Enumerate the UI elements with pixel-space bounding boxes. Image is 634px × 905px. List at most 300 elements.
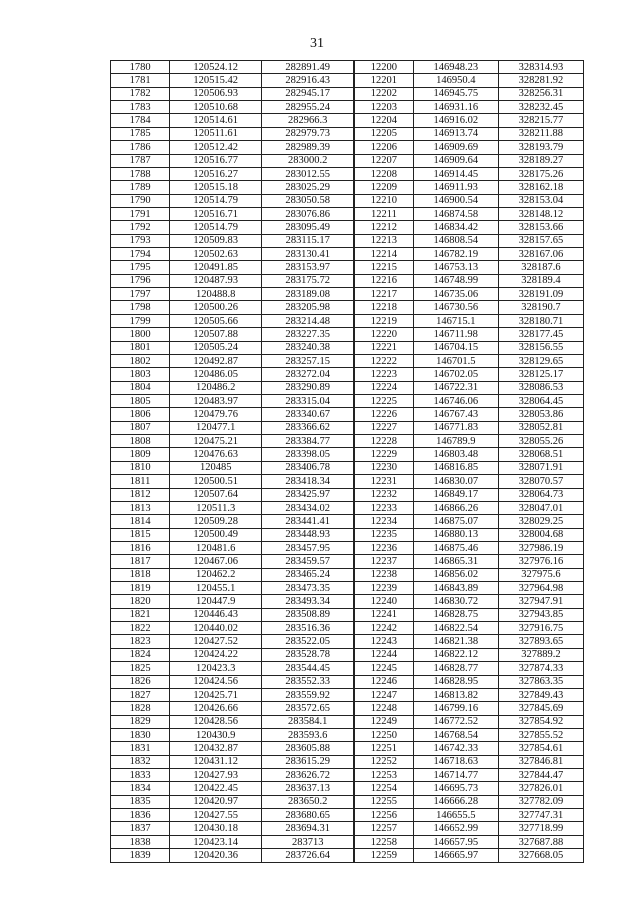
point-number-cell: 1832: [111, 755, 170, 768]
x-coordinate-cell: 146714.77: [413, 769, 498, 782]
table-row: [111, 167, 584, 180]
y-coordinate-cell: 328086.53: [498, 381, 583, 394]
table-row: [111, 742, 584, 755]
y-coordinate-cell: 283406.78: [262, 461, 354, 474]
point-number-cell: 12229: [354, 448, 413, 461]
table-row: [111, 728, 584, 741]
point-number-cell: 1810: [111, 461, 170, 474]
y-coordinate-cell: 283130.41: [262, 248, 354, 261]
x-coordinate-cell: 120492.87: [170, 354, 262, 367]
y-coordinate-cell: 283528.78: [262, 648, 354, 661]
x-coordinate-cell: 146822.12: [413, 648, 498, 661]
y-coordinate-cell: 283012.55: [262, 167, 354, 180]
point-number-cell: 12216: [354, 274, 413, 287]
point-number-cell: 1789: [111, 181, 170, 194]
x-coordinate-cell: 146874.58: [413, 207, 498, 220]
table-row: [111, 261, 584, 274]
y-coordinate-cell: 327916.75: [498, 622, 583, 635]
x-coordinate-cell: 120514.79: [170, 221, 262, 234]
x-coordinate-cell: 146950.4: [413, 74, 498, 87]
x-coordinate-cell: 120500.26: [170, 301, 262, 314]
point-number-cell: 12210: [354, 194, 413, 207]
point-number-cell: 12249: [354, 715, 413, 728]
point-number-cell: 12220: [354, 328, 413, 341]
x-coordinate-cell: 120481.6: [170, 541, 262, 554]
x-coordinate-cell: 146701.5: [413, 354, 498, 367]
table-row: [111, 114, 584, 127]
x-coordinate-cell: 146875.07: [413, 515, 498, 528]
x-coordinate-cell: 146856.02: [413, 568, 498, 581]
y-coordinate-cell: 327718.99: [498, 822, 583, 835]
y-coordinate-cell: 283694.31: [262, 822, 354, 835]
point-number-cell: 12234: [354, 515, 413, 528]
point-number-cell: 12256: [354, 809, 413, 822]
y-coordinate-cell: 283441.41: [262, 515, 354, 528]
point-number-cell: 12222: [354, 354, 413, 367]
x-coordinate-cell: 120477.1: [170, 421, 262, 434]
x-coordinate-cell: 146945.75: [413, 87, 498, 100]
x-coordinate-cell: 120427.93: [170, 769, 262, 782]
point-number-cell: 1798: [111, 301, 170, 314]
table-row: [111, 622, 584, 635]
y-coordinate-cell: 327975.6: [498, 568, 583, 581]
table-row: [111, 662, 584, 675]
point-number-cell: 12255: [354, 795, 413, 808]
x-coordinate-cell: 146900.54: [413, 194, 498, 207]
x-coordinate-cell: 120426.66: [170, 702, 262, 715]
point-number-cell: 1823: [111, 635, 170, 648]
x-coordinate-cell: 146821.38: [413, 635, 498, 648]
point-number-cell: 1806: [111, 408, 170, 421]
table-row: [111, 314, 584, 327]
x-coordinate-cell: 120427.52: [170, 635, 262, 648]
point-number-cell: 1801: [111, 341, 170, 354]
table-row: [111, 702, 584, 715]
y-coordinate-cell: 327986.19: [498, 541, 583, 554]
table-row: [111, 555, 584, 568]
x-coordinate-cell: 120500.49: [170, 528, 262, 541]
y-coordinate-cell: 283493.34: [262, 595, 354, 608]
x-coordinate-cell: 120430.9: [170, 728, 262, 741]
point-number-cell: 12257: [354, 822, 413, 835]
table-row: [111, 194, 584, 207]
point-number-cell: 12218: [354, 301, 413, 314]
x-coordinate-cell: 120483.97: [170, 394, 262, 407]
point-number-cell: 1837: [111, 822, 170, 835]
point-number-cell: 12224: [354, 381, 413, 394]
x-coordinate-cell: 146665.97: [413, 849, 498, 862]
x-coordinate-cell: 120486.05: [170, 368, 262, 381]
x-coordinate-cell: 120427.55: [170, 809, 262, 822]
point-number-cell: 1833: [111, 769, 170, 782]
x-coordinate-cell: 120424.56: [170, 675, 262, 688]
point-number-cell: 1782: [111, 87, 170, 100]
point-number-cell: 12242: [354, 622, 413, 635]
table-row: [111, 595, 584, 608]
x-coordinate-cell: 146914.45: [413, 167, 498, 180]
table-row: [111, 207, 584, 220]
x-coordinate-cell: 146909.69: [413, 141, 498, 154]
y-coordinate-cell: 327849.43: [498, 688, 583, 701]
table-row: [111, 488, 584, 501]
point-number-cell: 1834: [111, 782, 170, 795]
x-coordinate-cell: 120479.76: [170, 408, 262, 421]
table-row: [111, 715, 584, 728]
x-coordinate-cell: 120476.63: [170, 448, 262, 461]
y-coordinate-cell: 282916.43: [262, 74, 354, 87]
y-coordinate-cell: 328070.57: [498, 475, 583, 488]
y-coordinate-cell: 327845.69: [498, 702, 583, 715]
x-coordinate-cell: 120462.2: [170, 568, 262, 581]
y-coordinate-cell: 283572.65: [262, 702, 354, 715]
x-coordinate-cell: 146849.17: [413, 488, 498, 501]
x-coordinate-cell: 146742.33: [413, 742, 498, 755]
point-number-cell: 1824: [111, 648, 170, 661]
x-coordinate-cell: 146695.73: [413, 782, 498, 795]
point-number-cell: 1831: [111, 742, 170, 755]
point-number-cell: 12251: [354, 742, 413, 755]
point-number-cell: 1793: [111, 234, 170, 247]
x-coordinate-cell: 146830.07: [413, 475, 498, 488]
x-coordinate-cell: 146789.9: [413, 435, 498, 448]
point-number-cell: 12215: [354, 261, 413, 274]
x-coordinate-cell: 146911.93: [413, 181, 498, 194]
table-row: [111, 234, 584, 247]
y-coordinate-cell: 282989.39: [262, 141, 354, 154]
x-coordinate-cell: 146828.95: [413, 675, 498, 688]
point-number-cell: 12228: [354, 435, 413, 448]
point-number-cell: 1835: [111, 795, 170, 808]
y-coordinate-cell: 283516.36: [262, 622, 354, 635]
y-coordinate-cell: 283459.57: [262, 555, 354, 568]
x-coordinate-cell: 146753.13: [413, 261, 498, 274]
table-row: [111, 688, 584, 701]
y-coordinate-cell: 283457.95: [262, 541, 354, 554]
table-row: [111, 435, 584, 448]
x-coordinate-cell: 146799.16: [413, 702, 498, 715]
y-coordinate-cell: 327947.91: [498, 595, 583, 608]
point-number-cell: 1809: [111, 448, 170, 461]
x-coordinate-cell: 146748.99: [413, 274, 498, 287]
y-coordinate-cell: 328055.26: [498, 435, 583, 448]
x-coordinate-cell: 120509.83: [170, 234, 262, 247]
point-number-cell: 1839: [111, 849, 170, 862]
y-coordinate-cell: 283434.02: [262, 501, 354, 514]
point-number-cell: 1795: [111, 261, 170, 274]
table-row: [111, 541, 584, 554]
x-coordinate-cell: 120424.22: [170, 648, 262, 661]
y-coordinate-cell: 328162.18: [498, 181, 583, 194]
y-coordinate-cell: 283272.04: [262, 368, 354, 381]
y-coordinate-cell: 328064.45: [498, 394, 583, 407]
x-coordinate-cell: 120425.71: [170, 688, 262, 701]
y-coordinate-cell: 283713: [262, 835, 354, 848]
y-coordinate-cell: 283398.05: [262, 448, 354, 461]
point-number-cell: 12253: [354, 769, 413, 782]
x-coordinate-cell: 120509.28: [170, 515, 262, 528]
point-number-cell: 12232: [354, 488, 413, 501]
y-coordinate-cell: 283257.15: [262, 354, 354, 367]
y-coordinate-cell: 282891.49: [262, 61, 354, 74]
x-coordinate-cell: 146866.26: [413, 501, 498, 514]
x-coordinate-cell: 146711.98: [413, 328, 498, 341]
x-coordinate-cell: 120516.77: [170, 154, 262, 167]
y-coordinate-cell: 327687.88: [498, 835, 583, 848]
y-coordinate-cell: 283473.35: [262, 582, 354, 595]
y-coordinate-cell: 328153.04: [498, 194, 583, 207]
point-number-cell: 12233: [354, 501, 413, 514]
y-coordinate-cell: 283025.29: [262, 181, 354, 194]
point-number-cell: 1821: [111, 608, 170, 621]
point-number-cell: 12227: [354, 421, 413, 434]
point-number-cell: 12239: [354, 582, 413, 595]
point-number-cell: 12237: [354, 555, 413, 568]
x-coordinate-cell: 146657.95: [413, 835, 498, 848]
point-number-cell: 12259: [354, 849, 413, 862]
point-number-cell: 1838: [111, 835, 170, 848]
point-number-cell: 1784: [111, 114, 170, 127]
y-coordinate-cell: 328052.81: [498, 421, 583, 434]
table-row: [111, 328, 584, 341]
table-row: [111, 221, 584, 234]
table-row: [111, 101, 584, 114]
x-coordinate-cell: 146746.06: [413, 394, 498, 407]
y-coordinate-cell: 328053.86: [498, 408, 583, 421]
x-coordinate-cell: 120423.3: [170, 662, 262, 675]
y-coordinate-cell: 283425.97: [262, 488, 354, 501]
x-coordinate-cell: 120506.93: [170, 87, 262, 100]
x-coordinate-cell: 146808.54: [413, 234, 498, 247]
point-number-cell: 1792: [111, 221, 170, 234]
y-coordinate-cell: 328189.4: [498, 274, 583, 287]
point-number-cell: 1785: [111, 127, 170, 140]
x-coordinate-cell: 120431.12: [170, 755, 262, 768]
point-number-cell: 12213: [354, 234, 413, 247]
x-coordinate-cell: 120500.51: [170, 475, 262, 488]
y-coordinate-cell: 327747.31: [498, 809, 583, 822]
y-coordinate-cell: 327964.98: [498, 582, 583, 595]
point-number-cell: 1790: [111, 194, 170, 207]
point-number-cell: 1781: [111, 74, 170, 87]
y-coordinate-cell: 328189.27: [498, 154, 583, 167]
x-coordinate-cell: 120420.36: [170, 849, 262, 862]
point-number-cell: 1812: [111, 488, 170, 501]
table-row: [111, 635, 584, 648]
table-row: [111, 822, 584, 835]
table-row: [111, 448, 584, 461]
y-coordinate-cell: 283227.35: [262, 328, 354, 341]
x-coordinate-cell: 120487.93: [170, 274, 262, 287]
point-number-cell: 1805: [111, 394, 170, 407]
y-coordinate-cell: 328068.51: [498, 448, 583, 461]
point-number-cell: 1816: [111, 541, 170, 554]
x-coordinate-cell: 120507.88: [170, 328, 262, 341]
point-number-cell: 1796: [111, 274, 170, 287]
point-number-cell: 12204: [354, 114, 413, 127]
point-number-cell: 1794: [111, 248, 170, 261]
x-coordinate-cell: 146880.13: [413, 528, 498, 541]
y-coordinate-cell: 283650.2: [262, 795, 354, 808]
x-coordinate-cell: 146931.16: [413, 101, 498, 114]
y-coordinate-cell: 328191.09: [498, 288, 583, 301]
point-number-cell: 1791: [111, 207, 170, 220]
y-coordinate-cell: 327854.92: [498, 715, 583, 728]
point-number-cell: 1818: [111, 568, 170, 581]
y-coordinate-cell: 328148.12: [498, 207, 583, 220]
point-number-cell: 1813: [111, 501, 170, 514]
page-number: 31: [310, 36, 324, 51]
y-coordinate-cell: 283153.97: [262, 261, 354, 274]
point-number-cell: 1828: [111, 702, 170, 715]
x-coordinate-cell: 120447.9: [170, 595, 262, 608]
table-row: [111, 274, 584, 287]
x-coordinate-cell: 146652.99: [413, 822, 498, 835]
y-coordinate-cell: 283559.92: [262, 688, 354, 701]
x-coordinate-cell: 120515.42: [170, 74, 262, 87]
x-coordinate-cell: 146704.15: [413, 341, 498, 354]
x-coordinate-cell: 120514.79: [170, 194, 262, 207]
table-row: [111, 74, 584, 87]
y-coordinate-cell: 328211.88: [498, 127, 583, 140]
y-coordinate-cell: 327782.09: [498, 795, 583, 808]
point-number-cell: 1797: [111, 288, 170, 301]
table-row: [111, 582, 584, 595]
y-coordinate-cell: 328175.26: [498, 167, 583, 180]
y-coordinate-cell: 283315.04: [262, 394, 354, 407]
y-coordinate-cell: 283175.72: [262, 274, 354, 287]
x-coordinate-cell: 146730.56: [413, 301, 498, 314]
point-number-cell: 12223: [354, 368, 413, 381]
x-coordinate-cell: 146782.19: [413, 248, 498, 261]
x-coordinate-cell: 146828.75: [413, 608, 498, 621]
x-coordinate-cell: 120488.8: [170, 288, 262, 301]
point-number-cell: 12246: [354, 675, 413, 688]
y-coordinate-cell: 283448.93: [262, 528, 354, 541]
point-number-cell: 1830: [111, 728, 170, 741]
y-coordinate-cell: 328256.31: [498, 87, 583, 100]
x-coordinate-cell: 120446.43: [170, 608, 262, 621]
table-row: [111, 248, 584, 261]
point-number-cell: 12221: [354, 341, 413, 354]
table-row: [111, 127, 584, 140]
y-coordinate-cell: 283465.24: [262, 568, 354, 581]
point-number-cell: 12226: [354, 408, 413, 421]
y-coordinate-cell: 327874.33: [498, 662, 583, 675]
y-coordinate-cell: 328281.92: [498, 74, 583, 87]
x-coordinate-cell: 120486.2: [170, 381, 262, 394]
point-number-cell: 1803: [111, 368, 170, 381]
table-row: [111, 381, 584, 394]
point-number-cell: 1814: [111, 515, 170, 528]
point-number-cell: 12212: [354, 221, 413, 234]
y-coordinate-cell: 328167.06: [498, 248, 583, 261]
x-coordinate-cell: 120440.02: [170, 622, 262, 635]
x-coordinate-cell: 120511.3: [170, 501, 262, 514]
table-row: [111, 568, 584, 581]
x-coordinate-cell: 120505.24: [170, 341, 262, 354]
y-coordinate-cell: 283214.48: [262, 314, 354, 327]
y-coordinate-cell: 328129.65: [498, 354, 583, 367]
point-number-cell: 1811: [111, 475, 170, 488]
point-number-cell: 1820: [111, 595, 170, 608]
y-coordinate-cell: 328157.65: [498, 234, 583, 247]
table-row: [111, 809, 584, 822]
coordinates-table: [110, 60, 584, 863]
point-number-cell: 1826: [111, 675, 170, 688]
x-coordinate-cell: 146767.43: [413, 408, 498, 421]
y-coordinate-cell: 283340.67: [262, 408, 354, 421]
table-row: [111, 61, 584, 74]
table-row: [111, 475, 584, 488]
point-number-cell: 1804: [111, 381, 170, 394]
point-number-cell: 12235: [354, 528, 413, 541]
y-coordinate-cell: 327844.47: [498, 769, 583, 782]
table-row: [111, 795, 584, 808]
y-coordinate-cell: 283544.45: [262, 662, 354, 675]
point-number-cell: 12244: [354, 648, 413, 661]
point-number-cell: 1827: [111, 688, 170, 701]
point-number-cell: 12250: [354, 728, 413, 741]
table-row: [111, 368, 584, 381]
y-coordinate-cell: 327854.61: [498, 742, 583, 755]
y-coordinate-cell: 282966.3: [262, 114, 354, 127]
x-coordinate-cell: 120475.21: [170, 435, 262, 448]
x-coordinate-cell: 146875.46: [413, 541, 498, 554]
table-row: [111, 501, 584, 514]
point-number-cell: 12203: [354, 101, 413, 114]
x-coordinate-cell: 120485: [170, 461, 262, 474]
point-number-cell: 12209: [354, 181, 413, 194]
table-row: [111, 421, 584, 434]
x-coordinate-cell: 120516.71: [170, 207, 262, 220]
point-number-cell: 12211: [354, 207, 413, 220]
y-coordinate-cell: 328156.55: [498, 341, 583, 354]
x-coordinate-cell: 146803.48: [413, 448, 498, 461]
point-number-cell: 12248: [354, 702, 413, 715]
point-number-cell: 1802: [111, 354, 170, 367]
y-coordinate-cell: 328125.17: [498, 368, 583, 381]
x-coordinate-cell: 120512.42: [170, 141, 262, 154]
point-number-cell: 12238: [354, 568, 413, 581]
x-coordinate-cell: 146718.63: [413, 755, 498, 768]
x-coordinate-cell: 146865.31: [413, 555, 498, 568]
y-coordinate-cell: 283366.62: [262, 421, 354, 434]
point-number-cell: 12236: [354, 541, 413, 554]
x-coordinate-cell: 146834.42: [413, 221, 498, 234]
y-coordinate-cell: 283584.1: [262, 715, 354, 728]
table-row: [111, 354, 584, 367]
y-coordinate-cell: 283000.2: [262, 154, 354, 167]
point-number-cell: 1808: [111, 435, 170, 448]
y-coordinate-cell: 283205.98: [262, 301, 354, 314]
point-number-cell: 12254: [354, 782, 413, 795]
table-row: [111, 288, 584, 301]
table-row: [111, 154, 584, 167]
y-coordinate-cell: 328314.93: [498, 61, 583, 74]
y-coordinate-cell: 328177.45: [498, 328, 583, 341]
y-coordinate-cell: 283384.77: [262, 435, 354, 448]
point-number-cell: 12202: [354, 87, 413, 100]
y-coordinate-cell: 328187.6: [498, 261, 583, 274]
x-coordinate-cell: 120422.45: [170, 782, 262, 795]
point-number-cell: 1800: [111, 328, 170, 341]
x-coordinate-cell: 146768.54: [413, 728, 498, 741]
point-number-cell: 12241: [354, 608, 413, 621]
point-number-cell: 1807: [111, 421, 170, 434]
y-coordinate-cell: 328029.25: [498, 515, 583, 528]
x-coordinate-cell: 146771.83: [413, 421, 498, 434]
x-coordinate-cell: 146828.77: [413, 662, 498, 675]
